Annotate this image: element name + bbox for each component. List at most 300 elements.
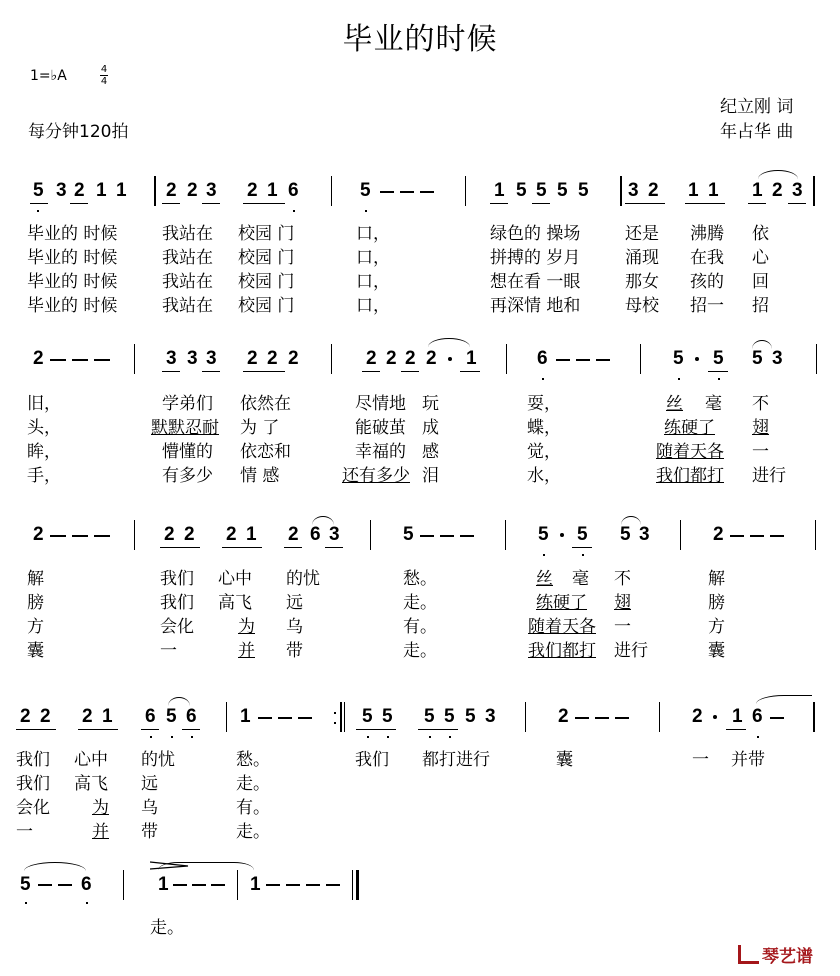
lyric: 玩: [422, 394, 439, 414]
lyric: 膀: [27, 593, 44, 613]
lyric: 我站在: [162, 224, 213, 244]
extension-dash: [50, 535, 66, 537]
lyric: 乌: [286, 617, 303, 637]
key-signature: 1=♭A: [30, 68, 67, 84]
note-digit: 5: [516, 180, 527, 201]
lyric: 校园 门: [238, 296, 295, 316]
beam-underline: [284, 547, 302, 548]
note-digit: 5: [20, 874, 31, 895]
final-barline: [352, 870, 353, 900]
lyric: 会化: [16, 798, 50, 818]
beam-underline: [788, 203, 806, 204]
barline: [226, 702, 227, 732]
lyric: 带: [286, 641, 303, 661]
note-digit: 6: [145, 706, 156, 727]
extension-dash: [306, 884, 320, 886]
extension-dash: [770, 535, 784, 537]
octave-dot: [334, 712, 336, 714]
lyric: 膀: [708, 593, 725, 613]
note-digit: 2: [288, 348, 299, 369]
lyric: 有。: [236, 798, 270, 818]
extension-dash: [278, 717, 292, 719]
note-digit: 2: [74, 180, 85, 201]
beam-underline: [78, 729, 118, 730]
note-digit: 5: [673, 348, 684, 369]
octave-dot: [387, 736, 389, 738]
beam-underline: [202, 203, 220, 204]
lyric: 一: [692, 750, 709, 770]
beam-underline: [162, 203, 180, 204]
note-digit: 3: [485, 706, 496, 727]
lyric: 有。: [403, 617, 437, 637]
time-sig-bottom: 4: [100, 76, 108, 87]
composer-credit: 年占华 曲: [720, 122, 794, 142]
lyric: 我们: [160, 593, 194, 613]
note-digit: 2: [366, 348, 377, 369]
lyric: 方: [27, 617, 44, 637]
lyric: 高飞: [74, 774, 108, 794]
lyric: 口，: [356, 248, 390, 268]
watermark-text: 琴艺谱: [762, 947, 813, 967]
note-digit: 1: [240, 706, 251, 727]
lyric: 囊: [556, 750, 573, 770]
watermark-logo: [738, 942, 813, 967]
lyric: 能破茧: [355, 418, 406, 438]
barline: [680, 520, 681, 550]
octave-dot: [449, 736, 451, 738]
extension-dash: [286, 884, 300, 886]
note-digit: 3: [639, 524, 650, 545]
lyric: 解: [27, 569, 44, 589]
augmentation-dot: [695, 357, 699, 361]
lyric: 远: [141, 774, 158, 794]
lyric: 沸腾: [690, 224, 724, 244]
note-digit: 5: [713, 348, 724, 369]
note-digit: 2: [267, 348, 278, 369]
lyric: 带: [141, 822, 158, 842]
lyric: 觉，: [527, 442, 561, 462]
note-digit: 2: [187, 180, 198, 201]
lyric: 毫: [572, 569, 589, 589]
note-digit: 5: [33, 180, 44, 201]
lyric: 眸，: [27, 442, 61, 462]
barline: [134, 344, 135, 374]
lyric: 涌现: [625, 248, 659, 268]
note-digit: 1: [708, 180, 719, 201]
lyric: 我们: [16, 750, 50, 770]
lyric: 还有多少: [342, 466, 410, 486]
lyric: 学弟们: [162, 394, 213, 414]
beam-underline: [685, 203, 725, 204]
beam-underline: [30, 203, 48, 204]
beam-underline: [243, 371, 285, 372]
lyric: 愁。: [403, 569, 437, 589]
note-digit: 1: [158, 874, 169, 895]
note-digit: 5: [465, 706, 476, 727]
beam-underline: [490, 203, 508, 204]
lyric: 招: [752, 296, 769, 316]
lyric: 绿色的 操场: [490, 224, 581, 244]
octave-dot: [718, 378, 720, 380]
barline: [815, 520, 816, 550]
lyric: 我们: [160, 569, 194, 589]
extension-dash: [192, 884, 206, 886]
extension-dash: [58, 884, 72, 886]
octave-dot: [191, 736, 193, 738]
lyric: 走。: [236, 774, 270, 794]
note-digit: 5: [620, 524, 631, 545]
extension-dash: [326, 884, 340, 886]
lyric: 高飞: [218, 593, 252, 613]
beam-underline: [572, 547, 592, 548]
tie: [158, 862, 254, 871]
octave-dot: [365, 210, 367, 212]
lyric: 我站在: [162, 296, 213, 316]
lyric: 我站在: [162, 272, 213, 292]
note-digit: 5: [360, 180, 371, 201]
note-digit: 2: [405, 348, 416, 369]
note-digit: 5: [577, 524, 588, 545]
barline: [331, 176, 332, 206]
lyric: 囊: [708, 641, 725, 661]
lyric: 并: [238, 641, 255, 661]
lyric: 有多少: [162, 466, 213, 486]
extension-dash: [400, 191, 414, 193]
lyric: 走。: [403, 593, 437, 613]
barline: [505, 520, 506, 550]
note-digit: 2: [648, 180, 659, 201]
note-digit: 2: [692, 706, 703, 727]
lyricist-credit: 纪立刚 词: [720, 97, 794, 117]
octave-dot: [429, 736, 431, 738]
note-digit: 1: [250, 874, 261, 895]
lyric: 都打进行: [422, 750, 490, 770]
note-digit: 1: [267, 180, 278, 201]
beam-underline: [70, 203, 88, 204]
barline: [813, 702, 815, 732]
extension-dash: [575, 717, 589, 719]
augmentation-dot: [713, 715, 717, 719]
beam-underline: [243, 203, 285, 204]
lyric: 依: [752, 224, 769, 244]
lyric: 感: [422, 442, 439, 462]
lyric: 为 了: [240, 418, 280, 438]
extension-dash: [770, 717, 784, 719]
lyric: 练硬了: [536, 593, 587, 613]
extension-dash: [94, 359, 110, 361]
barline: [640, 344, 641, 374]
lyric: 囊: [27, 641, 44, 661]
lyric: 旧，: [27, 394, 61, 414]
note-digit: 5: [444, 706, 455, 727]
lyric: 心中: [74, 750, 108, 770]
lyric: 走。: [403, 641, 437, 661]
note-digit: 3: [329, 524, 340, 545]
barline: [816, 344, 817, 374]
note-digit: 3: [206, 180, 217, 201]
extension-dash: [556, 359, 570, 361]
piano-logo-icon: [738, 945, 759, 964]
slur: [428, 338, 470, 347]
lyric: 进行: [752, 466, 786, 486]
lyric: 毫: [705, 394, 722, 414]
lyric: 耍，: [527, 394, 561, 414]
beam-underline: [182, 729, 200, 730]
note-digit: 5: [424, 706, 435, 727]
note-digit: 1: [732, 706, 743, 727]
lyric: 成: [422, 418, 439, 438]
lyric: 我们都打: [656, 466, 724, 486]
note-digit: 5: [557, 180, 568, 201]
note-digit: 2: [226, 524, 237, 545]
lyric: 翅: [614, 593, 631, 613]
extension-dash: [420, 535, 434, 537]
beam-underline: [356, 729, 396, 730]
note-digit: 1: [494, 180, 505, 201]
note-digit: 1: [688, 180, 699, 201]
barline: [344, 702, 345, 732]
octave-dot: [582, 554, 584, 556]
note-digit: 2: [772, 180, 783, 201]
beam-underline: [222, 547, 262, 548]
note-digit: 6: [288, 180, 299, 201]
beam-underline: [162, 371, 180, 372]
octave-dot: [757, 736, 759, 738]
repeat-barline: [340, 702, 342, 732]
beam-underline: [401, 371, 419, 372]
lyric: 招一: [690, 296, 724, 316]
extension-dash: [576, 359, 590, 361]
beam-underline: [160, 547, 200, 548]
lyric: 并: [92, 822, 109, 842]
lyric: 愁。: [236, 750, 270, 770]
lyric: 乌: [141, 798, 158, 818]
lyric: 远: [286, 593, 303, 613]
beam-underline: [202, 371, 220, 372]
note-digit: 3: [792, 180, 803, 201]
barline: [620, 176, 622, 206]
lyric: 会化: [160, 617, 194, 637]
tie: [756, 695, 812, 704]
barline: [134, 520, 135, 550]
note-digit: 2: [164, 524, 175, 545]
note-digit: 5: [403, 524, 414, 545]
lyric: 丝: [536, 569, 553, 589]
beam-underline: [16, 729, 56, 730]
augmentation-dot: [448, 357, 452, 361]
lyric: 方: [708, 617, 725, 637]
barline: [237, 870, 238, 900]
note-digit: 2: [247, 348, 258, 369]
note-digit: 6: [537, 348, 548, 369]
note-digit: 5: [362, 706, 373, 727]
lyric: 口，: [356, 272, 390, 292]
lyric: 一: [752, 442, 769, 462]
note-digit: 2: [184, 524, 195, 545]
lyric: 在我: [690, 248, 724, 268]
octave-dot: [293, 210, 295, 212]
lyric: 并带: [731, 750, 765, 770]
barline: [331, 344, 332, 374]
octave-dot: [367, 736, 369, 738]
lyric: 幸福的: [355, 442, 406, 462]
extension-dash: [258, 717, 272, 719]
note-digit: 5: [166, 706, 177, 727]
lyric: 一: [614, 617, 631, 637]
lyric: 泪: [422, 466, 439, 486]
tempo-marking: 每分钟120拍: [28, 122, 129, 142]
note-digit: 2: [82, 706, 93, 727]
lyric: 口，: [356, 224, 390, 244]
lyric: 一: [16, 822, 33, 842]
lyric: 校园 门: [238, 272, 295, 292]
lyric: 不: [752, 394, 769, 414]
lyric: 情 感: [240, 466, 280, 486]
barline: [356, 870, 359, 900]
extension-dash: [596, 359, 610, 361]
extension-dash: [50, 359, 66, 361]
extension-dash: [298, 717, 312, 719]
note-digit: 3: [628, 180, 639, 201]
lyric: 毕业的 时候: [27, 248, 118, 268]
lyric: 心中: [218, 569, 252, 589]
lyric: 默默忍耐: [151, 418, 219, 438]
lyric: 走。: [236, 822, 270, 842]
augmentation-dot: [560, 533, 564, 537]
octave-dot: [86, 902, 88, 904]
beam-underline: [460, 371, 480, 372]
lyric: 母校: [625, 296, 659, 316]
lyric: 想在看 一眼: [490, 272, 581, 292]
lyric: 我们: [355, 750, 389, 770]
extension-dash: [211, 884, 225, 886]
lyric: 练硬了: [664, 418, 715, 438]
note-digit: 2: [33, 524, 44, 545]
barline: [123, 870, 124, 900]
note-digit: 3: [206, 348, 217, 369]
beam-underline: [532, 203, 550, 204]
extension-dash: [615, 717, 629, 719]
octave-dot: [543, 554, 545, 556]
lyric: 口，: [356, 296, 390, 316]
beam-underline: [418, 729, 458, 730]
lyric: 进行: [614, 641, 648, 661]
extension-dash: [38, 884, 52, 886]
note-digit: 2: [426, 348, 437, 369]
note-digit: 1: [466, 348, 477, 369]
lyric: 随着天各: [528, 617, 596, 637]
lyric: 我站在: [162, 248, 213, 268]
barline: [506, 344, 507, 374]
octave-dot: [542, 378, 544, 380]
note-digit: 1: [102, 706, 113, 727]
octave-dot: [25, 902, 27, 904]
lyric: 我们都打: [528, 641, 596, 661]
note-digit: 2: [288, 524, 299, 545]
note-digit: 3: [772, 348, 783, 369]
octave-dot: [37, 210, 39, 212]
note-digit: 5: [536, 180, 547, 201]
lyric: 我们: [16, 774, 50, 794]
note-digit: 6: [310, 524, 321, 545]
lyric: 校园 门: [238, 248, 295, 268]
lyric: 解: [708, 569, 725, 589]
note-digit: 3: [56, 180, 67, 201]
extension-dash: [750, 535, 764, 537]
note-digit: 3: [166, 348, 177, 369]
lyric: 心: [752, 248, 769, 268]
barline: [813, 176, 815, 206]
time-sig-top: 4: [100, 64, 108, 75]
barline: [370, 520, 371, 550]
note-digit: 5: [538, 524, 549, 545]
lyric: 那女: [625, 272, 659, 292]
note-digit: 1: [246, 524, 257, 545]
song-title: 毕业的时候: [342, 22, 498, 57]
note-digit: 2: [713, 524, 724, 545]
note-digit: 2: [33, 348, 44, 369]
beam-underline: [362, 371, 380, 372]
extension-dash: [173, 884, 187, 886]
beam-underline: [748, 203, 766, 204]
extension-dash: [460, 535, 474, 537]
tie: [24, 862, 86, 871]
note-digit: 1: [752, 180, 763, 201]
note-digit: 5: [382, 706, 393, 727]
note-digit: 6: [186, 706, 197, 727]
lyric: 为: [238, 617, 255, 637]
beam-underline: [708, 371, 728, 372]
lyric: 丝: [666, 394, 683, 414]
beam-underline: [141, 729, 159, 730]
lyric: 水，: [527, 466, 561, 486]
beam-underline: [325, 547, 343, 548]
note-digit: 5: [578, 180, 589, 201]
note-digit: 1: [116, 180, 127, 201]
lyric: 毕业的 时候: [27, 272, 118, 292]
lyric: 头，: [27, 418, 61, 438]
extension-dash: [380, 191, 394, 193]
note-digit: 2: [558, 706, 569, 727]
extension-dash: [266, 884, 280, 886]
lyric: 孩的: [690, 272, 724, 292]
barline: [465, 176, 466, 206]
note-digit: 2: [247, 180, 258, 201]
barline: [154, 176, 156, 206]
lyric: 的忧: [141, 750, 175, 770]
time-signature: [100, 64, 108, 87]
note-digit: 2: [166, 180, 177, 201]
extension-dash: [440, 535, 454, 537]
slur: [758, 170, 798, 179]
lyric: 走。: [150, 918, 184, 938]
octave-dot: [334, 722, 336, 724]
barline: [525, 702, 526, 732]
extension-dash: [420, 191, 434, 193]
note-digit: 5: [752, 348, 763, 369]
note-digit: 2: [20, 706, 31, 727]
extension-dash: [595, 717, 609, 719]
extension-dash: [72, 535, 88, 537]
lyric: 随着天各: [656, 442, 724, 462]
lyric: 的忧: [286, 569, 320, 589]
lyric: 为: [92, 798, 109, 818]
lyric: 尽情地: [355, 394, 406, 414]
slur: [168, 697, 190, 706]
lyric: 校园 门: [238, 224, 295, 244]
extension-dash: [72, 359, 88, 361]
lyric: 回: [752, 272, 769, 292]
